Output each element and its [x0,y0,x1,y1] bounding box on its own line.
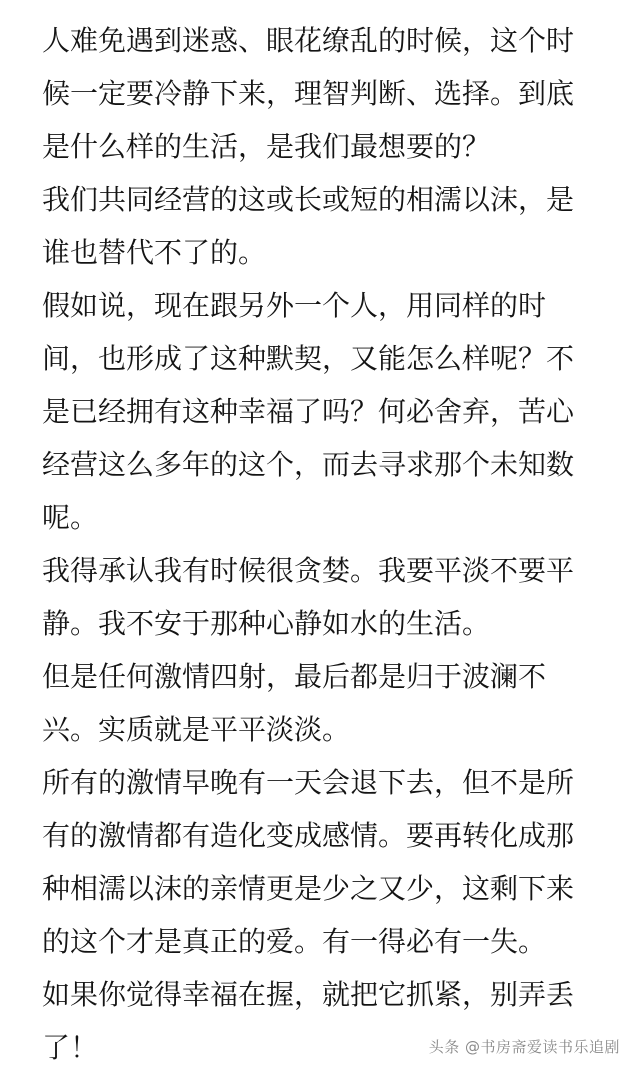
text-line: 静。我不安于那种心静如水的生活。 [42,607,491,640]
text-line: 有的激情都有造化变成感情。要再转化成那 [42,819,575,852]
text-line: 种相濡以沫的亲情更是少之又少，这剩下来 [42,872,575,905]
watermark: 头条 @书房斋爱读书乐追剧 [428,1038,620,1056]
text-line: 假如说，现在跟另外一个人，用同样的时 [42,289,547,322]
text-line: 候一定要冷静下来，理智判断、选择。到底 [42,77,575,110]
text-line: 了！ [42,1031,99,1064]
text-line: 人难免遇到迷惑、眼花缭乱的时候，这个时 [42,24,575,57]
text-line: 我们共同经营的这或长或短的相濡以沫，是 [42,183,575,216]
paragraph [42,173,602,279]
text-line: 我得承认我有时候很贪婪。我要平淡不要平 [42,554,575,587]
text-line: 如果你觉得幸福在握，就把它抓紧，别弄丢 [42,978,575,1011]
paragraph [42,279,602,544]
text-line: 是已经拥有这种幸福了吗？何必舍弃，苦心 [42,395,575,428]
text-line: 谁也替代不了的。 [42,236,267,269]
text-line: 的这个才是真正的爱。有一得必有一失。 [42,925,547,958]
paragraph [42,650,602,756]
text-line: 所有的激情早晚有一天会退下去，但不是所 [42,766,575,799]
article-body [42,14,602,1074]
paragraph [42,14,602,173]
text-line: 兴。实质就是平平淡淡。 [42,713,351,746]
text-line: 经营这么多年的这个，而去寻求那个未知数 [42,448,575,481]
text-line: 间，也形成了这种默契，又能怎么样呢？不 [42,342,575,375]
paragraph [42,756,602,968]
text-line: 但是任何激情四射，最后都是归于波澜不 [42,660,547,693]
paragraph [42,968,602,1074]
paragraph [42,544,602,650]
text-line: 是什么样的生活，是我们最想要的？ [42,130,491,163]
text-line: 呢。 [42,501,99,534]
